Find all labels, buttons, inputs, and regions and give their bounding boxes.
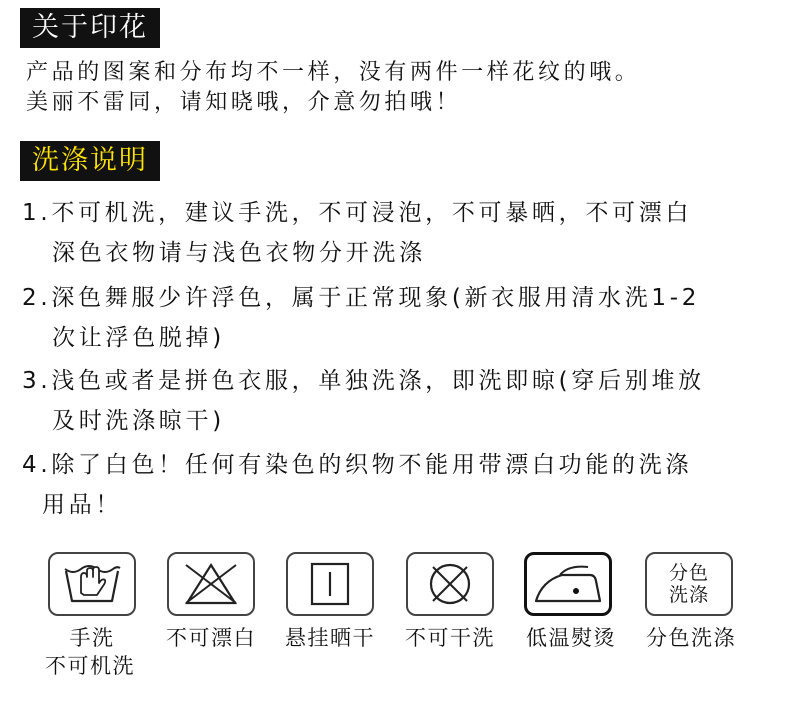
- separate-wash-icon-text-line-1: 分色: [668, 562, 709, 584]
- no-bleach-icon: [167, 552, 255, 616]
- wash-item-2-line-2: 次让浮色脱掉): [52, 325, 225, 351]
- wash-item-4-line-2: 用品！: [42, 492, 123, 518]
- separate-wash-icon: [645, 552, 733, 616]
- care-label-no-bleach: 不可漂白: [166, 626, 256, 650]
- no-dry-clean-icon: [406, 552, 494, 616]
- wash-item-1-line-2: 深色衣物请与浅色衣物分开洗涤: [52, 240, 426, 266]
- wash-item-4-line-1: 4.除了白色！任何有染色的织物不能用带漂白功能的洗涤: [22, 452, 693, 478]
- wash-item-3-line-1: 3.浅色或者是拼色衣服，单独洗涤，即洗即晾(穿后别堆放: [22, 368, 705, 394]
- wash-item-2-line-1: 2.深色舞服少许浮色，属于正常现象(新衣服用清水洗1-2: [22, 285, 701, 311]
- low-iron-icon: [524, 552, 612, 616]
- care-label-separate-wash: 分色洗涤: [646, 626, 736, 650]
- print-note-line-2: 美丽不雷同，请知晓哦，介意勿拍哦！: [26, 90, 462, 115]
- hang-dry-icon: [286, 552, 374, 616]
- care-label-no-dry-clean: 不可干洗: [405, 626, 495, 650]
- hand-wash-icon: [48, 552, 136, 616]
- care-label-hand-wash: 手洗: [69, 626, 115, 650]
- print-note-line-1: 产品的图案和分布均不一样，没有两件一样花纹的哦。: [26, 60, 641, 85]
- print-section-heading: 关于印花: [20, 8, 160, 48]
- wash-section-heading: 洗涤说明: [20, 141, 160, 181]
- separate-wash-icon-text-line-2: 洗涤: [668, 584, 709, 606]
- care-label-low-iron: 低温熨烫: [526, 626, 616, 650]
- wash-item-1-line-1: 1.不可机洗，建议手洗，不可浸泡，不可暴晒，不可漂白: [22, 200, 693, 226]
- care-label-no-machine-wash: 不可机洗: [45, 654, 135, 678]
- care-label-hang-dry: 悬挂晒干: [285, 626, 375, 650]
- wash-item-3-line-2: 及时洗涤晾干): [52, 408, 225, 434]
